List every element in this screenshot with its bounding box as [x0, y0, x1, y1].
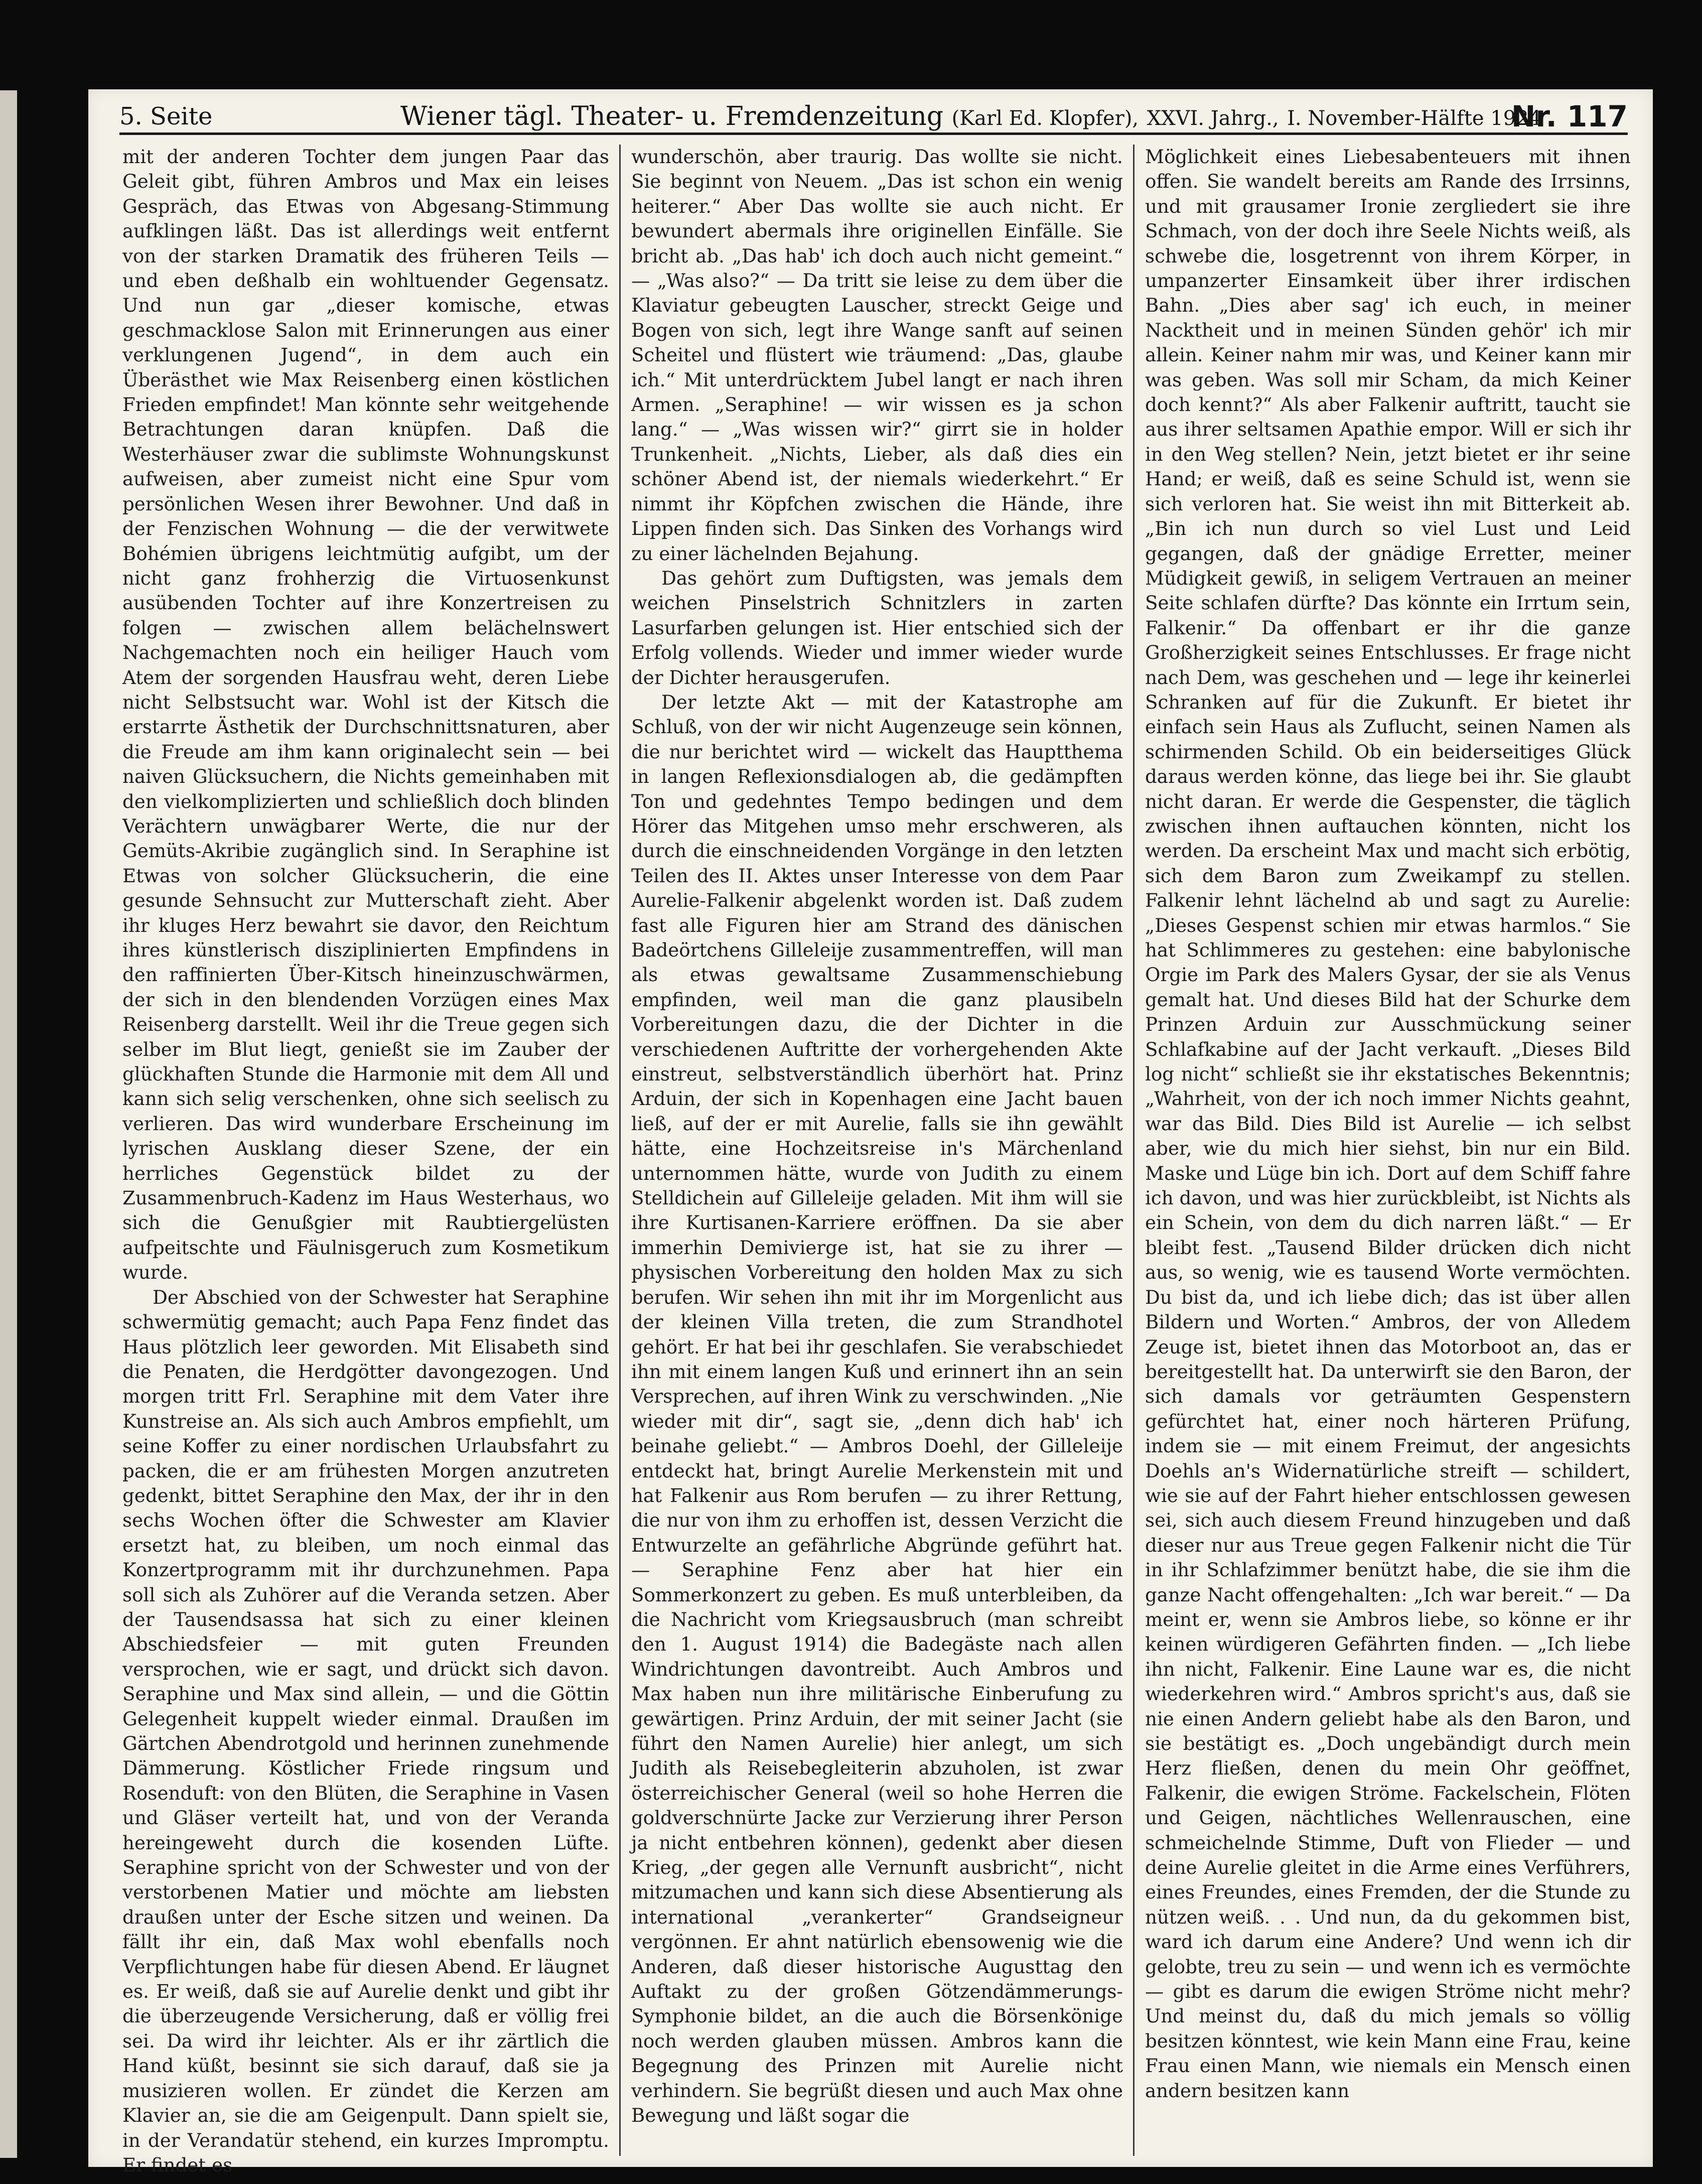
paragraph: Möglichkeit eines Liebesabenteuers mit ihnen offen. Sie wandelt bereits am Rande des Irrsinns, und mit grausamer Ironie zergliedert sie ihre Schmach, von der doch ihre Seele Nichts weiß, als schwebe die, losgetrennt von ihrem Körper, in umpanzerter Einsamkeit über ihrer irdischen Bahn. „Dies aber sag' ich euch, in meiner Nacktheit und in meinen Sünden gehör' ich mir allein. Keiner nahm mir was, und Keiner kann mir was geben. Was soll mir Scham, da mich Keiner doch kennt?“ Als aber Falkenir auftritt, taucht sie aus ihrer seltsamen Apathie empor. Will er sich ihr in den Weg stellen? Nein, jetzt bietet er ihr seine Hand; er weiß, daß es seine Schuld ist, wenn sie sich verloren hat. Sie weist ihn mit Bitterkeit ab. „Bin ich nun durch so viel Lust und Leid gegangen, daß der gnädige Erretter, meiner Müdigkeit gewiß, in seligem Vertrauen an meiner Seite schlafen dürfte? Das könnte ein Irrtum sein, Falkenir.“ Da offenbart er ihr die ganze Großherzigkeit seines Entschlusses. Er frage nicht nach Dem, was geschehen und — lege ihr keinerlei Schranken auf für die Zukunft. Er bietet ihr einfach sein Haus als Zuflucht, seinen Namen als schirmenden Schild. Ob ein beiderseitiges Glück daraus werden könne, das liege bei ihr. Sie glaubt nicht daran. Er werde die Gespenster, die täglich zwischen ihnen auftauchen könnten, nicht los werden. Da erscheint Max und macht sich erbötig, sich dem Baron zum Zweikampf zu stellen. Falkenir lehnt lächelnd ab und sagt zu Aurelie: „Dieses Gespenst schien mir etwas harmlos.“ Sie hat Schlimmeres zu gestehen: eine babylonische Orgie im Park des Malers Gysar, der sie als Venus gemalt hat. Und dieses Bild hat der Schurke dem Prinzen Arduin zur Ausschmückung seiner Schlafkabine auf der Jacht verkauft. „Dieses Bild log nicht“ schließt sie ihr ekstatisches Bekenntnis; „Wahrheit, von der ich noch immer Nichts geahnt, war das Bild. Dies Bild ist Aurelie — ich selbst aber, wie du mich hier siehst, bin nur ein Bild. Maske und Lüge bin ich. Dort auf dem Schiff fahre ich davon, und was hier zurückbleibt, ist Nichts als ein Schein, von dem du dich narren läßt.“ — Er bleibt fest. „Tausend Bilder drücken dich nicht aus, so wenig, wie es tausend Worte vermöchten. Du bist da, und ich liebe dich; das ist über allen Bildern und Worten.“ Ambros, der von Alledem Zeuge ist, bietet ihnen das Motorboot an, das er bereitgestellt hat. Da unterwirft sie den Baron, der sich damals vor geträumten Gespenstern gefürchtet hat, einer noch härteren Prüfung, indem sie — mit einem Freimut, der angesichts Doehls an's Widernatürliche streift — schildert, wie sie auf der Fahrt hieher entschlossen gewesen sei, sich auch diesem Freund hinzugeben und daß dieser nur aus Treue gegen Falkenir nicht die Tür in ihr Schlafzimmer benützt habe, die sie ihm die ganze Nacht offengehalten: „Ich war bereit.“ — Da meint er, wenn sie Ambros liebe, so könne er ihr keinen würdigeren Gefährten finden. — „Ich liebe ihn nicht, Falkenir. Eine Laune war es, die nicht wiederkehren wird.“ Ambros spricht's aus, daß sie nie einen Andern geliebt habe als den Baron, und sie bestätigt es. „Doch ungebändigt durch mein Herz fließen, denen du mein Ohr geöffnet, Falkenir, die ewigen Ströme. Fackelschein, Flöten und Geigen, nächtliches Wellenrauschen, eine schmeichelnde Stimme, Duft von Flieder — und deine Aurelie gleitet in die Arme eines Verführers, eines Freundes, eines Fremden, der die Stunde zu nützen weiß. . . Und nun, da du gekommen bist, ward ich darum eine Andere? Und wenn ich dir gelobte, treu zu sein — und wenn ich es vermöchte — gibt es darum die ewigen Ströme nicht mehr? Und meinst du, daß du mich jemals so völlig besitzen könntest, wie kein Mann eine Frau, keine Frau einen Mann, wie niemals ein Mensch einen andern besitzen kann — [1145, 146, 1631, 2102]
paragraph: Das gehört zum Duftigsten, was jemals dem weichen Pinselstrich Schnitzlers in zarten Lasurfarben gelungen ist. Hier entschied sich der Erfolg vollends. Wieder und immer wieder wurde der Dichter herausgerufen. — [631, 567, 1123, 689]
paragraph: wunderschön, aber traurig. Das wollte sie nicht. Sie beginnt von Neuem. „Das ist schon ein wenig heiterer.“ Aber Das wollte sie auch nicht. Er bewundert abermals ihre originellen Einfälle. Sie bricht ab. „Das hab' ich doch auch nicht gemeint.“ — „Was also?“ — Da tritt sie leise zu dem über die Klaviatur gebeugten Lauscher, streckt Geige und Bogen von sich, legt ihre Wange sanft auf seinen Scheitel und flüstert wie träumend: „Das, glaube ich.“ Mit unterdrücktem Jubel langt er nach ihren Armen. „Seraphine! — wir wissen es ja schon lang.“ — „Was wissen wir?“ girrt sie in holder Trunkenheit. „Nichts, Lieber, als daß dies ein schöner Abend ist, der niemals wiederkehrt.“ Er nimmt ihr Köpfchen zwischen die Hände, ihre Lippen finden sich. Das Sinken des Vorhangs wird zu einer lächelnden Bejahung. — [631, 146, 1123, 565]
page-number: 5. Seite — [119, 102, 213, 130]
issue-number: Nr. 117 — [1511, 99, 1628, 133]
issue-date: I. November-Hälfte 1924 — [1287, 107, 1542, 130]
volume: XXVI. Jahrg., — [1147, 107, 1279, 130]
paragraph: Der letzte Akt — mit der Katastrophe am Schluß, von der wir nicht Augenzeuge sein können, die nur berichtet wird — wickelt das Hauptthema in langen Reflexionsdialogen ab, die gedämpften Ton und gedehntes Tempo bedingen und dem Hörer das Mitgehen umso mehr erschweren, als durch die einschneidenden Vorgänge in den letzten Teilen des II. Aktes unser Interesse von dem Paar Aurelie-Falkenir abgelenkt worden ist. Daß zudem fast alle Figuren hier am Strand des dänischen Badeörtchens Gilleleije zusammentreffen, will man als etwas gewaltsame Zusammenschiebung empfinden, weil man die ganz plausibeln Vorbereitungen dazu, die der Dichter in die verschiedenen Auftritte der vorhergehenden Akte einstreut, selbstverständlich überhört hat. Prinz Arduin, der sich in Kopenhagen eine Jacht bauen ließ, auf der er mit Aurelie, falls sie ihn gewählt hätte, eine Hochzeitsreise in's Märchenland unternommen hätte, wurde von Judith zu einem Stelldichein auf Gilleleije geladen. Mit ihm will sie ihre Kurtisanen-Karriere eröffnen. Da sie aber immerhin Demivierge ist, hat sie zu ihrer — physischen Vorbereitung den holden Max zu sich berufen. Wir sehen ihn mit ihr im Morgenlicht aus der kleinen Villa treten, die zum Strandhotel gehört. Er hat bei ihr geschlafen. Sie verabschiedet ihn mit einem langen Kuß und erinnert ihn an sein Versprechen, auf ihren Wink zu verschwinden. „Nie wieder mit dir“, sagt sie, „denn dich hab' ich beinahe geliebt.“ — Ambros Doehl, der Gilleleije entdeckt hat, bringt Aurelie Merkenstein mit und hat Falkenir aus Rom berufen — zu ihrer Rettung, die nur von ihm zu erhoffen ist, dessen Verzicht die Entwurzelte an gefährliche Abgründe geführt hat. — Seraphine Fenz aber hat hier ein Sommerkonzert zu geben. Es muß unterbleiben, da die Nachricht vom Kriegsausbruch (man schreibt den 1. August 1914) die Badegäste nach allen Windrichtungen davontreibt. Auch Ambros und Max haben nun ihre militärische Einberufung zu gewärtigen. Prinz Arduin, der mit seiner Jacht (sie führt den Namen Aurelie) hier anlegt, um sich Judith als Reisebegleiterin abzuholen, ist zwar österreichischer General (weil so hohe Herren die goldverschnürte Jacke zur Verzierung ihrer Person ja nicht entbehren können), gedenkt aber diesen Krieg, „der gegen alle Vernunft ausbricht“, nicht mitzumachen und kann sich diese Absentierung als international „verankerter“ Grandseigneur vergönnen. Er ahnt natürlich ebensowenig wie die Anderen, daß dieser historische Augusttag den Auftakt zu der großen Götzendämmerungs-Symphonie bildet, an die auch die Börsenkönige noch werden glauben müssen. Ambros kann die Begegnung des Prinzen mit Aurelie nicht verhindern. Sie begrüßt diesen und auch Max ohne Bewegung und läßt sogar die — [631, 691, 1123, 2127]
paper-name: Wiener tägl. Theater- u. Fremdenzeitung — [400, 101, 944, 131]
paragraph: Der Abschied von der Schwester hat Seraphine schwermütig gemacht; auch Papa Fenz findet das Haus plötzlich leer geworden. Mit Elisabeth sind die Penaten, die Herdgötter davongezogen. Und morgen tritt Frl. Seraphine mit dem Vater ihre Kunstreise an. Als sich auch Ambros empfiehlt, um seine Koffer zu einer nordischen Urlaubsfahrt zu packen, die er am frühesten Morgen anzutreten gedenkt, bittet Seraphine den Max, der ihr in den sechs Wochen öfter die Schwester am Klavier ersetzt hat, zu bleiben, um noch einmal das Konzertprogramm mit ihr durchzunehmen. Papa soll sich als Zuhörer auf die Veranda setzen. Aber der Tausendsassa hat sich zu einer kleinen Abschiedsfeier — mit guten Freunden versprochen, wie er sagt, und drückt sich davon. Seraphine und Max sind allein, — und die Göttin Gelegenheit kuppelt wieder einmal. Draußen im Gärtchen Abendrotgold und herinnen zunehmende Dämmerung. Köstlicher Friede ringsum und Rosenduft: von den Blüten, die Seraphine in Vasen und Gläser verteilt hat, und von der Veranda hereingeweht durch die kosenden Lüfte. Seraphine spricht von der Schwester und von der verstorbenen Matier und möchte am liebsten draußen unter der Esche sitzen und weinen. Da fällt ihr ein, daß Max wohl ebenfalls noch Verpflichtungen habe für diesen Abend. Er läugnet es. Er weiß, daß sie auf Aurelie denkt und gibt ihr die überzeugende Versicherung, daß er völlig frei sei. Da wird ihr leichter. Als er ihr zärtlich die Hand küßt, besinnt sie sich darauf, daß sie ja musizieren wollen. Er zündet die Kerzen am Klavier an, sie die am Geigenpult. Dann spielt sie, in der Verandatür stehend, ein kurzes Impromptu. Er findet es — [122, 1286, 609, 2176]
article-column-3 — [1145, 145, 1631, 2156]
column-rule — [619, 145, 621, 2156]
publisher: (Karl Ed. Klopfer), — [951, 107, 1139, 130]
newspaper-page — [88, 89, 1653, 2176]
paragraph: mit der anderen Tochter dem jungen Paar das Geleit gibt, führen Ambros und Max ein leises Gespräch, das Etwas von Abgesang-Stimmung aufklingen läßt. Das ist allerdings weit entfernt von der starken Dramatik des früheren Teils — und eben deßhalb ein wohltuender Gegensatz. Und nun gar „dieser komische, etwas geschmacklose Salon mit Erinnerungen aus einer verklungenen Jugend“, in dem auch ein Überästhet wie Max Reisenberg einen köstlichen Frieden empfindet! Man könnte sehr weitgehende Betrachtungen daran knüpfen. Daß die Westerhäuser zwar die sublimste Wohnungskunst aufweisen, aber zumeist nicht eine Spur vom persönlichen Wesen ihrer Bewohner. Und daß in der Fenzischen Wohnung — die der verwitwete Bohémien übrigens leichtmütig aufgibt, um der nicht ganz frohherzig die Virtuosenkunst ausübenden Tochter auf ihre Konzertreisen zu folgen — zwischen allem belächelnswert Nachgemachten noch ein heiliger Hauch vom Atem der sorgenden Hausfrau weht, deren Liebe nicht Selbstsucht war. Wohl ist der Kitsch die erstarrte Ästhetik der Durchschnittsnaturen, aber die Freude am ihm kann originalecht sein — bei naiven Glücksuchern, die Nichts gemeinhaben mit den vielkomplizierten und schließlich doch blinden Verächtern unwägbarer Werte, die nur der Gemüts-Akribie zugänglich sind. In Seraphine ist Etwas von solcher Glücksucherin, die eine gesunde Sehnsucht zur Mutterschaft zieht. Aber ihr kluges Herz bewahrt sie davor, den Reichtum ihres künstlerisch disziplinierten Empfindens in den raffinierten Über-Kitsch hineinzuschwärmen, der sich in den blendenden Vorzügen eines Max Reisenberg darstellt. Weil ihr die Treue gegen sich selber im Blut liegt, genießt sie im Zauber der glückhaften Stunde die Harmonie mit dem All und kann sich selig verschenken, ohne sich seelisch zu verlieren. Das wird wunderbare Erscheinung im lyrischen Ausklang dieser Szene, der ein herrliches Gegenstück bildet zu der Zusammenbruch-Kadenz im Haus Westerhaus, wo sich die Genußgier mit Raubtiergelüsten aufpeitschte und Fäulnisgeruch zum Kosmetikum wurde. — [122, 146, 609, 1284]
column-rule — [1133, 145, 1134, 2156]
neighbor-page-edge — [0, 90, 17, 2158]
masthead — [119, 100, 1628, 135]
article-column-1 — [122, 145, 609, 2176]
paper-title-line — [400, 100, 1541, 134]
article-column-2 — [631, 145, 1123, 2156]
